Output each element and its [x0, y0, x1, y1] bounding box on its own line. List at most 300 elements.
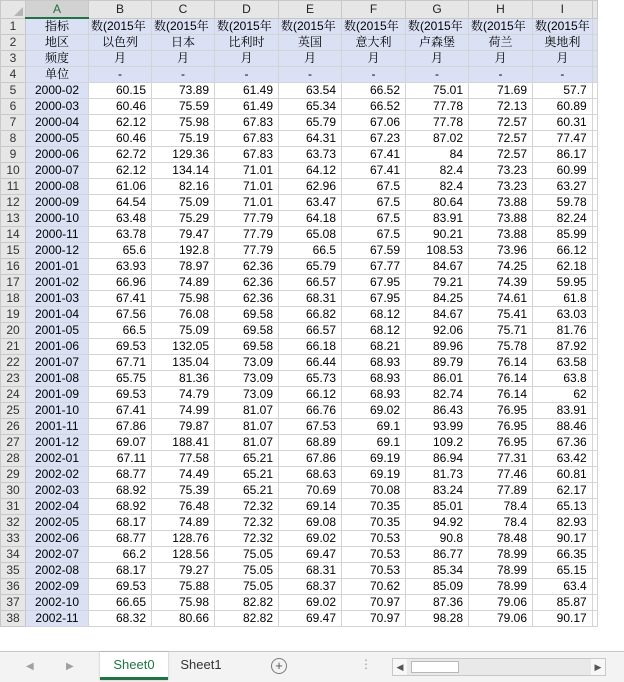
cell-G[interactable]: 93.99 [406, 419, 469, 435]
cell-B[interactable]: 66.96 [89, 275, 152, 291]
cell-A[interactable]: 2000-03 [26, 99, 89, 115]
cell-E[interactable]: 69.47 [279, 547, 342, 563]
cell-B[interactable]: 68.32 [89, 611, 152, 627]
column-header-G[interactable]: G [406, 1, 469, 19]
cell-overflow[interactable] [592, 243, 597, 259]
cell-C[interactable]: 75.98 [152, 595, 215, 611]
cell-H[interactable]: 73.88 [469, 195, 533, 211]
cell-H[interactable]: 76.95 [469, 419, 533, 435]
cell-H[interactable]: 71.69 [469, 83, 533, 99]
cell-H[interactable]: 78.99 [469, 547, 533, 563]
cell-F[interactable]: 68.93 [342, 355, 406, 371]
cell-A[interactable]: 2000-09 [26, 195, 89, 211]
cell-H[interactable]: 74.25 [469, 259, 533, 275]
cell-D[interactable]: 67.83 [215, 115, 279, 131]
cell-C[interactable]: 74.89 [152, 275, 215, 291]
cell-E[interactable]: 64.18 [279, 211, 342, 227]
row-header[interactable]: 34 [1, 547, 26, 563]
cell-H[interactable]: 73.88 [469, 211, 533, 227]
cell-overflow[interactable] [592, 563, 597, 579]
cell-I[interactable]: 77.47 [533, 131, 593, 147]
cell-E[interactable]: 65.73 [279, 371, 342, 387]
cell-E[interactable]: 64.31 [279, 131, 342, 147]
cell-I[interactable]: 67.36 [533, 435, 593, 451]
cell-A[interactable]: 2002-02 [26, 467, 89, 483]
cell-D[interactable]: - [215, 67, 279, 83]
cell-overflow[interactable] [592, 259, 597, 275]
cell-C[interactable]: 75.88 [152, 579, 215, 595]
cell-A[interactable]: 2000-12 [26, 243, 89, 259]
cell-F[interactable]: 68.12 [342, 323, 406, 339]
cell-G[interactable]: 84.67 [406, 259, 469, 275]
row-header[interactable]: 4 [1, 67, 26, 83]
cell-G[interactable]: 98.28 [406, 611, 469, 627]
cell-F[interactable]: 67.5 [342, 179, 406, 195]
cell-E[interactable]: 69.02 [279, 595, 342, 611]
cell-B[interactable]: 68.77 [89, 467, 152, 483]
cell-I[interactable]: 数(2015年 [533, 18, 593, 35]
cell-I[interactable]: 66.35 [533, 547, 593, 563]
cell-E[interactable]: 66.44 [279, 355, 342, 371]
cell-F[interactable]: 66.52 [342, 83, 406, 99]
cell-E[interactable]: 63.47 [279, 195, 342, 211]
cell-C[interactable]: 数(2015年 [152, 18, 215, 35]
cell-D[interactable]: 65.21 [215, 483, 279, 499]
cell-F[interactable]: 68.12 [342, 307, 406, 323]
row-header[interactable]: 2 [1, 35, 26, 51]
cell-D[interactable]: 月 [215, 51, 279, 67]
cell-F[interactable]: 70.53 [342, 563, 406, 579]
cell-overflow[interactable] [592, 579, 597, 595]
cell-A[interactable]: 2000-02 [26, 83, 89, 99]
cell-D[interactable]: 比利时 [215, 35, 279, 51]
cell-F[interactable]: 67.06 [342, 115, 406, 131]
cell-D[interactable]: 73.09 [215, 371, 279, 387]
cell-G[interactable]: 87.36 [406, 595, 469, 611]
cell-I[interactable]: 90.17 [533, 611, 593, 627]
cell-overflow[interactable] [592, 531, 597, 547]
cell-G[interactable]: 82.4 [406, 163, 469, 179]
row-header[interactable]: 22 [1, 355, 26, 371]
cell-I[interactable]: 65.15 [533, 563, 593, 579]
cell-A[interactable]: 2000-08 [26, 179, 89, 195]
cell-C[interactable]: 日本 [152, 35, 215, 51]
cell-overflow[interactable] [592, 195, 597, 211]
cell-B[interactable]: 60.46 [89, 131, 152, 147]
cell-H[interactable]: 76.95 [469, 435, 533, 451]
cell-E[interactable]: 66.76 [279, 403, 342, 419]
cell-H[interactable]: 76.14 [469, 387, 533, 403]
cell-C[interactable]: 74.49 [152, 467, 215, 483]
cell-overflow[interactable] [592, 131, 597, 147]
cell-G[interactable]: 109.2 [406, 435, 469, 451]
cell-F[interactable]: 68.21 [342, 339, 406, 355]
cell-C[interactable]: 129.36 [152, 147, 215, 163]
cell-overflow[interactable] [592, 275, 597, 291]
cell-A[interactable]: 2001-03 [26, 291, 89, 307]
horizontal-scrollbar[interactable] [392, 658, 606, 676]
cell-overflow[interactable] [592, 435, 597, 451]
row-header[interactable]: 38 [1, 611, 26, 627]
row-header[interactable]: 32 [1, 515, 26, 531]
cell-C[interactable]: 132.05 [152, 339, 215, 355]
cell-I[interactable]: 85.87 [533, 595, 593, 611]
cell-C[interactable]: 75.98 [152, 291, 215, 307]
cell-H[interactable]: 74.61 [469, 291, 533, 307]
cell-A[interactable]: 2002-06 [26, 531, 89, 547]
cell-C[interactable]: 78.97 [152, 259, 215, 275]
column-header-A[interactable]: A [26, 1, 89, 19]
cell-G[interactable]: 84.25 [406, 291, 469, 307]
cell-G[interactable]: 卢森堡 [406, 35, 469, 51]
cell-I[interactable]: 63.03 [533, 307, 593, 323]
cell-G[interactable]: 90.21 [406, 227, 469, 243]
cell-overflow[interactable] [592, 83, 597, 99]
cell-C[interactable]: 79.47 [152, 227, 215, 243]
cell-I[interactable]: 87.92 [533, 339, 593, 355]
cell-I[interactable]: 60.81 [533, 467, 593, 483]
cell-E[interactable]: 69.14 [279, 499, 342, 515]
cell-A[interactable]: 2001-05 [26, 323, 89, 339]
cell-B[interactable]: 60.15 [89, 83, 152, 99]
cell-H[interactable]: 76.95 [469, 403, 533, 419]
cell-D[interactable]: 71.01 [215, 179, 279, 195]
cell-B[interactable]: 68.17 [89, 563, 152, 579]
cell-F[interactable]: 69.1 [342, 435, 406, 451]
cell-H[interactable]: 73.23 [469, 163, 533, 179]
cell-B[interactable]: 63.93 [89, 259, 152, 275]
cell-overflow[interactable] [592, 483, 597, 499]
cell-B[interactable]: 63.78 [89, 227, 152, 243]
cell-G[interactable]: 92.06 [406, 323, 469, 339]
cell-B[interactable]: 67.11 [89, 451, 152, 467]
row-header[interactable]: 10 [1, 163, 26, 179]
cell-C[interactable]: 75.19 [152, 131, 215, 147]
cell-overflow[interactable] [592, 467, 597, 483]
cell-G[interactable]: 86.43 [406, 403, 469, 419]
column-header-E[interactable]: E [279, 1, 342, 19]
column-header-H[interactable]: H [469, 1, 533, 19]
cell-F[interactable]: 70.08 [342, 483, 406, 499]
cell-G[interactable]: 90.8 [406, 531, 469, 547]
cell-C[interactable]: 75.09 [152, 195, 215, 211]
cell-C[interactable]: 74.89 [152, 515, 215, 531]
cell-H[interactable]: 72.13 [469, 99, 533, 115]
cell-I[interactable]: 63.4 [533, 579, 593, 595]
cell-F[interactable]: 69.19 [342, 451, 406, 467]
cell-E[interactable]: 英国 [279, 35, 342, 51]
cell-A[interactable]: 2001-08 [26, 371, 89, 387]
cell-E[interactable]: 65.79 [279, 115, 342, 131]
cell-E[interactable]: 68.31 [279, 291, 342, 307]
cell-G[interactable]: 83.91 [406, 211, 469, 227]
cell-F[interactable]: 67.5 [342, 211, 406, 227]
cell-A[interactable]: 2001-07 [26, 355, 89, 371]
cell-overflow[interactable] [592, 595, 597, 611]
cell-overflow[interactable] [592, 147, 597, 163]
cell-B[interactable]: 月 [89, 51, 152, 67]
cell-E[interactable]: 66.5 [279, 243, 342, 259]
cell-A[interactable]: 单位 [26, 67, 89, 83]
cell-I[interactable]: 88.46 [533, 419, 593, 435]
row-header[interactable]: 11 [1, 179, 26, 195]
cell-I[interactable]: 60.31 [533, 115, 593, 131]
cell-H[interactable]: 73.23 [469, 179, 533, 195]
row-header[interactable]: 19 [1, 307, 26, 323]
cell-A[interactable]: 地区 [26, 35, 89, 51]
cell-A[interactable]: 2000-05 [26, 131, 89, 147]
cell-H[interactable]: 75.71 [469, 323, 533, 339]
select-all-corner[interactable] [1, 1, 26, 19]
cell-G[interactable]: 月 [406, 51, 469, 67]
cell-H[interactable]: 数(2015年 [469, 18, 533, 35]
row-header[interactable]: 1 [1, 18, 26, 35]
cell-C[interactable]: 134.14 [152, 163, 215, 179]
cell-overflow[interactable] [592, 67, 597, 83]
cell-D[interactable]: 75.05 [215, 563, 279, 579]
cell-D[interactable]: 73.09 [215, 387, 279, 403]
cell-G[interactable]: 85.09 [406, 579, 469, 595]
cell-G[interactable]: 83.24 [406, 483, 469, 499]
cell-overflow[interactable] [592, 115, 597, 131]
cell-C[interactable]: - [152, 67, 215, 83]
cell-G[interactable]: 82.74 [406, 387, 469, 403]
cell-E[interactable]: 66.82 [279, 307, 342, 323]
cell-F[interactable]: 67.41 [342, 163, 406, 179]
add-sheet-button[interactable]: + [271, 658, 287, 674]
cell-overflow[interactable] [592, 211, 597, 227]
cell-F[interactable]: 69.1 [342, 419, 406, 435]
tab-sheet0[interactable]: Sheet0 [100, 652, 168, 680]
cell-F[interactable]: 69.19 [342, 467, 406, 483]
cell-E[interactable]: 69.47 [279, 611, 342, 627]
cell-H[interactable]: 75.78 [469, 339, 533, 355]
cell-overflow[interactable] [592, 403, 597, 419]
tab-scroll-left-icon[interactable]: ◀ [26, 661, 34, 672]
cell-overflow[interactable] [592, 51, 597, 67]
cell-D[interactable]: 75.05 [215, 547, 279, 563]
cell-G[interactable]: 数(2015年 [406, 18, 469, 35]
cell-I[interactable]: 月 [533, 51, 593, 67]
cell-E[interactable]: 64.12 [279, 163, 342, 179]
cell-C[interactable]: 81.36 [152, 371, 215, 387]
cell-G[interactable]: 89.79 [406, 355, 469, 371]
cell-B[interactable]: 69.53 [89, 579, 152, 595]
cell-A[interactable]: 2002-09 [26, 579, 89, 595]
cell-C[interactable]: 79.27 [152, 563, 215, 579]
cell-H[interactable]: 76.14 [469, 355, 533, 371]
cell-A[interactable]: 2002-07 [26, 547, 89, 563]
cell-G[interactable]: 84 [406, 147, 469, 163]
cell-I[interactable]: 奥地利 [533, 35, 593, 51]
cell-C[interactable]: 79.87 [152, 419, 215, 435]
cell-A[interactable]: 2001-11 [26, 419, 89, 435]
cell-A[interactable]: 2001-09 [26, 387, 89, 403]
cell-C[interactable]: 128.76 [152, 531, 215, 547]
cell-G[interactable]: 94.92 [406, 515, 469, 531]
cell-A[interactable]: 2002-11 [26, 611, 89, 627]
cell-I[interactable]: 62.17 [533, 483, 593, 499]
cell-C[interactable]: 月 [152, 51, 215, 67]
row-header[interactable]: 8 [1, 131, 26, 147]
cell-B[interactable]: - [89, 67, 152, 83]
cell-A[interactable]: 2001-12 [26, 435, 89, 451]
cell-D[interactable]: 61.49 [215, 83, 279, 99]
row-header[interactable]: 26 [1, 419, 26, 435]
row-header[interactable]: 12 [1, 195, 26, 211]
cell-A[interactable]: 2002-05 [26, 515, 89, 531]
cell-D[interactable]: 69.58 [215, 323, 279, 339]
cell-G[interactable]: 81.73 [406, 467, 469, 483]
cell-B[interactable]: 69.07 [89, 435, 152, 451]
row-header[interactable]: 29 [1, 467, 26, 483]
cell-D[interactable]: 69.58 [215, 339, 279, 355]
cell-I[interactable]: 59.95 [533, 275, 593, 291]
cell-C[interactable]: 75.09 [152, 323, 215, 339]
cell-I[interactable]: 57.7 [533, 83, 593, 99]
cell-I[interactable]: 60.89 [533, 99, 593, 115]
cell-F[interactable]: 67.41 [342, 147, 406, 163]
cell-A[interactable]: 2000-07 [26, 163, 89, 179]
row-header[interactable]: 9 [1, 147, 26, 163]
cell-B[interactable]: 68.17 [89, 515, 152, 531]
cell-E[interactable]: 66.57 [279, 275, 342, 291]
cell-I[interactable]: 61.8 [533, 291, 593, 307]
row-header[interactable]: 5 [1, 83, 26, 99]
cell-B[interactable]: 68.92 [89, 499, 152, 515]
cell-B[interactable]: 67.71 [89, 355, 152, 371]
cell-overflow[interactable] [592, 611, 597, 627]
cell-F[interactable]: 67.5 [342, 227, 406, 243]
cell-D[interactable]: 73.09 [215, 355, 279, 371]
cell-F[interactable]: 数(2015年 [342, 18, 406, 35]
cell-E[interactable]: 66.57 [279, 323, 342, 339]
cell-B[interactable]: 63.48 [89, 211, 152, 227]
cell-H[interactable]: 75.41 [469, 307, 533, 323]
cell-E[interactable]: 63.54 [279, 83, 342, 99]
cell-H[interactable]: 月 [469, 51, 533, 67]
cell-H[interactable]: - [469, 67, 533, 83]
cell-E[interactable]: 68.89 [279, 435, 342, 451]
cell-C[interactable]: 77.58 [152, 451, 215, 467]
cell-F[interactable]: 70.62 [342, 579, 406, 595]
cell-E[interactable]: 63.73 [279, 147, 342, 163]
cell-D[interactable]: 67.83 [215, 131, 279, 147]
cell-B[interactable]: 数(2015年 [89, 18, 152, 35]
cell-H[interactable]: 77.46 [469, 467, 533, 483]
cell-overflow[interactable] [592, 387, 597, 403]
scroll-right-button[interactable]: ▶ [591, 659, 605, 675]
row-header[interactable]: 15 [1, 243, 26, 259]
cell-E[interactable]: 68.37 [279, 579, 342, 595]
row-header[interactable]: 6 [1, 99, 26, 115]
cell-D[interactable]: 71.01 [215, 195, 279, 211]
cell-A[interactable]: 指标 [26, 18, 89, 35]
cell-H[interactable]: 73.88 [469, 227, 533, 243]
cell-I[interactable]: 81.76 [533, 323, 593, 339]
cell-I[interactable]: 82.24 [533, 211, 593, 227]
cell-E[interactable]: 66.18 [279, 339, 342, 355]
cell-G[interactable]: 77.78 [406, 99, 469, 115]
row-header[interactable]: 20 [1, 323, 26, 339]
cell-C[interactable]: 76.08 [152, 307, 215, 323]
cell-E[interactable]: 68.31 [279, 563, 342, 579]
cell-E[interactable]: 67.53 [279, 419, 342, 435]
cell-F[interactable]: 70.35 [342, 515, 406, 531]
cell-I[interactable]: 63.27 [533, 179, 593, 195]
cell-H[interactable]: 荷兰 [469, 35, 533, 51]
cell-A[interactable]: 频度 [26, 51, 89, 67]
cell-D[interactable]: 77.79 [215, 227, 279, 243]
cell-H[interactable]: 78.99 [469, 579, 533, 595]
cell-I[interactable]: 62 [533, 387, 593, 403]
cell-E[interactable]: 月 [279, 51, 342, 67]
row-header[interactable]: 23 [1, 371, 26, 387]
tab-scroll-right-icon[interactable]: ▶ [66, 661, 74, 672]
cell-F[interactable]: - [342, 67, 406, 83]
cell-B[interactable]: 67.41 [89, 403, 152, 419]
cell-F[interactable]: 70.53 [342, 547, 406, 563]
cell-G[interactable]: 87.02 [406, 131, 469, 147]
cell-B[interactable]: 67.86 [89, 419, 152, 435]
cell-B[interactable]: 68.77 [89, 531, 152, 547]
cell-I[interactable]: 90.17 [533, 531, 593, 547]
cell-F[interactable]: 70.53 [342, 531, 406, 547]
row-header[interactable]: 16 [1, 259, 26, 275]
cell-B[interactable]: 66.2 [89, 547, 152, 563]
cell-E[interactable]: 69.02 [279, 531, 342, 547]
cell-B[interactable]: 60.46 [89, 99, 152, 115]
cell-B[interactable]: 62.12 [89, 115, 152, 131]
cell-D[interactable]: 81.07 [215, 403, 279, 419]
cell-B[interactable]: 68.92 [89, 483, 152, 499]
row-header[interactable]: 17 [1, 275, 26, 291]
row-header[interactable]: 7 [1, 115, 26, 131]
cell-G[interactable]: 86.77 [406, 547, 469, 563]
row-header[interactable]: 27 [1, 435, 26, 451]
cell-D[interactable]: 72.32 [215, 531, 279, 547]
cell-D[interactable]: 65.21 [215, 451, 279, 467]
cell-C[interactable]: 73.89 [152, 83, 215, 99]
cell-overflow[interactable] [592, 227, 597, 243]
cell-D[interactable]: 77.79 [215, 211, 279, 227]
row-header[interactable]: 21 [1, 339, 26, 355]
cell-overflow[interactable] [592, 371, 597, 387]
cell-overflow[interactable] [592, 291, 597, 307]
column-header-B[interactable]: B [89, 1, 152, 19]
row-header[interactable]: 25 [1, 403, 26, 419]
cell-D[interactable]: 81.07 [215, 419, 279, 435]
cell-D[interactable]: 62.36 [215, 259, 279, 275]
cell-I[interactable]: 65.13 [533, 499, 593, 515]
cell-B[interactable]: 67.41 [89, 291, 152, 307]
cell-H[interactable]: 77.89 [469, 483, 533, 499]
cell-H[interactable]: 79.06 [469, 595, 533, 611]
cell-G[interactable]: 86.94 [406, 451, 469, 467]
cell-D[interactable]: 82.82 [215, 611, 279, 627]
cell-C[interactable]: 188.41 [152, 435, 215, 451]
cell-B[interactable]: 62.12 [89, 163, 152, 179]
cell-overflow[interactable] [592, 451, 597, 467]
cell-I[interactable]: 60.99 [533, 163, 593, 179]
cell-A[interactable]: 2001-02 [26, 275, 89, 291]
cell-G[interactable]: 85.01 [406, 499, 469, 515]
cell-D[interactable]: 75.05 [215, 579, 279, 595]
row-header[interactable]: 37 [1, 595, 26, 611]
cell-F[interactable]: 68.93 [342, 371, 406, 387]
cell-C[interactable]: 74.99 [152, 403, 215, 419]
cell-G[interactable]: 77.78 [406, 115, 469, 131]
